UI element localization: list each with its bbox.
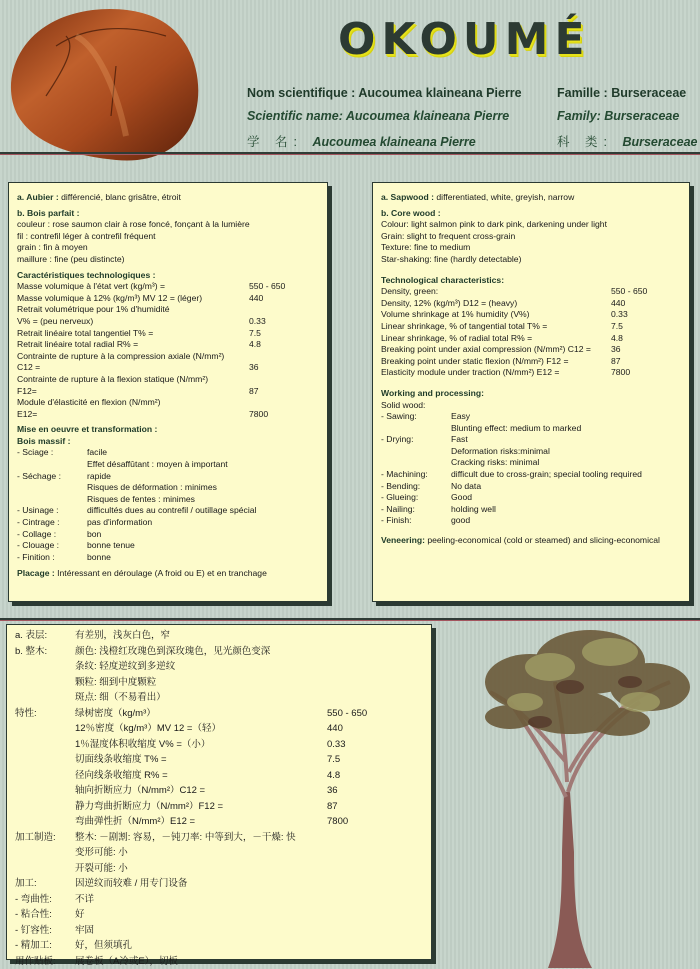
panel-english (372, 182, 690, 602)
scientific-name-cn (247, 132, 476, 150)
label: Retrait linéaire total tangentiel T% = (17, 328, 249, 340)
sapwood-line (17, 192, 319, 204)
veneer-line (17, 568, 319, 580)
number: 36 (327, 783, 423, 799)
value: 440 (611, 298, 681, 310)
value: Effet désaffûtant : moyen à important (87, 459, 319, 471)
process-row (17, 552, 319, 564)
number (327, 830, 423, 846)
cn-row (15, 690, 423, 706)
value: 7.5 (249, 328, 319, 340)
label: Scientific name: (247, 109, 343, 123)
value: 7800 (249, 409, 319, 421)
value: Risques de déformation : minimes (87, 482, 319, 494)
value: Aucoumea klaineana Pierre (312, 135, 475, 149)
value: rapide (87, 471, 319, 483)
cn-row (15, 876, 423, 892)
cn-row (15, 907, 423, 923)
value: différencié, blanc grisâtre, étroit (59, 192, 181, 202)
cn-row (15, 644, 423, 660)
value: 绿树密度（kg/m³） (75, 706, 327, 722)
value: 静力弯曲折断应力（N/mm²）F12 = (75, 799, 327, 815)
label: Density, green: (381, 286, 611, 298)
number (327, 690, 423, 706)
value: 切面线条收缩度 T% = (75, 752, 327, 768)
label: a. 表层: (15, 628, 75, 644)
value: 12％密度（kg/m³）MV 12 =（轻） (75, 721, 327, 737)
label: - Usinage : (17, 505, 87, 517)
value: No data (451, 481, 681, 493)
label (15, 845, 75, 861)
text-line: Grain: slight to frequent cross-grain (381, 231, 681, 243)
value: difficult due to cross-grain; special tooling required (451, 469, 681, 481)
value: bonne (87, 552, 319, 564)
number (327, 861, 423, 877)
tech-row (17, 409, 319, 421)
cn-row (15, 814, 423, 830)
subheading: Bois massif : (17, 436, 319, 448)
label: Linear shrinkage, % of radial total R% = (381, 333, 611, 345)
tech-row (17, 328, 319, 340)
tech-row (381, 344, 681, 356)
label: 加工制造: (15, 830, 75, 846)
process-row (381, 515, 681, 527)
label: V% = (peu nerveux) (17, 316, 249, 328)
cn-row (15, 783, 423, 799)
tech-row (381, 298, 681, 310)
value: 87 (249, 386, 319, 398)
scientific-name-fr (247, 86, 522, 100)
cn-row (15, 892, 423, 908)
label: - Machining: (381, 469, 451, 481)
text-line: Texture: fine to medium (381, 242, 681, 254)
panel-chinese (6, 624, 432, 960)
cn-row (15, 799, 423, 815)
value: 条纹: 轻度逆纹到多逆纹 (75, 659, 327, 675)
label: Breaking point under axial compression (N/mm²) C12 = (381, 344, 611, 356)
number (327, 628, 423, 644)
value: 开裂可能: 小 (75, 861, 327, 877)
process-row (381, 469, 681, 481)
tech-row (17, 386, 319, 398)
value: 变形可能: 小 (75, 845, 327, 861)
label (15, 768, 75, 784)
process-row (17, 459, 319, 471)
tech-row (17, 281, 319, 293)
label: Masse volumique à 12% (kg/m³) MV 12 = (léger) (17, 293, 249, 305)
text-line: maillure : fine (peu distincte) (17, 254, 319, 266)
label (17, 459, 87, 471)
value: 550 - 650 (249, 281, 319, 293)
process-row (381, 423, 681, 435)
value: facile (87, 447, 319, 459)
label: Nom scientifique : (247, 86, 355, 100)
value: 展卷板（A冷或E），切板 (75, 954, 327, 969)
value: Deformation risks:minimal (451, 446, 681, 458)
process-row (381, 411, 681, 423)
tech-row (17, 304, 319, 316)
label: - Drying: (381, 434, 451, 446)
label: - Sawing: (381, 411, 451, 423)
tech-row (381, 367, 681, 379)
label: 学 名: (247, 135, 303, 149)
value: 87 (611, 356, 681, 368)
value: 4.8 (249, 339, 319, 351)
tech-row (17, 397, 319, 409)
label: - 弯曲性: (15, 892, 75, 908)
number (327, 938, 423, 954)
cn-row (15, 830, 423, 846)
text-line: grain : fin à moyen (17, 242, 319, 254)
label: Masse volumique à l'état vert (kg/m³) = (17, 281, 249, 293)
label (15, 783, 75, 799)
family-cn (557, 132, 698, 150)
number (327, 923, 423, 939)
label: Veneering: (381, 535, 425, 545)
label: Density, 12% (kg/m³) D12 = (heavy) (381, 298, 611, 310)
spacer (381, 266, 681, 271)
value: 斑点: 细（不易看出） (75, 690, 327, 706)
label: - Finish: (381, 515, 451, 527)
label: Retrait linéaire total radial R% = (17, 339, 249, 351)
value (249, 304, 319, 316)
value: bonne tenue (87, 540, 319, 552)
number (327, 892, 423, 908)
number (327, 644, 423, 660)
tree-illustration (470, 612, 700, 968)
label: Linear shrinkage, % of tangential total T% = (381, 321, 611, 333)
cn-row (15, 845, 423, 861)
label: Contrainte de rupture à la compression axiale (N/mm²) (17, 351, 249, 363)
label (381, 446, 451, 458)
label: 用作贴板: (15, 954, 75, 969)
process-row (381, 504, 681, 516)
number: 7800 (327, 814, 423, 830)
page-title: OKOUMÉ (338, 14, 591, 65)
value: 440 (249, 293, 319, 305)
label (15, 721, 75, 737)
divider (0, 152, 700, 154)
label: Placage : (17, 568, 55, 578)
value: 弯曲弹性折（N/mm²）E12 = (75, 814, 327, 830)
value: 牢固 (75, 923, 327, 939)
process-row (17, 482, 319, 494)
label: - Finition : (17, 552, 87, 564)
label: Module d'élasticité en flexion (N/mm²) (17, 397, 249, 409)
value: Fast (451, 434, 681, 446)
label (15, 659, 75, 675)
value: 550 - 650 (611, 286, 681, 298)
value: 好 (75, 907, 327, 923)
tech-row (381, 356, 681, 368)
number: 4.8 (327, 768, 423, 784)
cn-row (15, 938, 423, 954)
label: - 粘合性: (15, 907, 75, 923)
process-row (17, 505, 319, 517)
tech-row (17, 374, 319, 386)
process-row (17, 540, 319, 552)
process-row (17, 494, 319, 506)
spacer (381, 379, 681, 384)
value: Aucoumea klaineana Pierre (358, 86, 521, 100)
process-row (381, 434, 681, 446)
tech-row (17, 362, 319, 374)
heading: Mise en oeuvre et transformation : (17, 424, 319, 436)
label: b. 整木: (15, 644, 75, 660)
process-row (381, 492, 681, 504)
value: 0.33 (611, 309, 681, 321)
number: 440 (327, 721, 423, 737)
tech-row (381, 333, 681, 345)
label: - Bending: (381, 481, 451, 493)
label: - Nailing: (381, 504, 451, 516)
value (249, 351, 319, 363)
number: 0.33 (327, 737, 423, 753)
label: - Séchage : (17, 471, 87, 483)
label: - 精加工: (15, 938, 75, 954)
value: 不详 (75, 892, 327, 908)
value: 颜色: 浅橙红玫瑰色到深玫瑰色，见光颜色变深 (75, 644, 327, 660)
label (17, 494, 87, 506)
value: 好，但须填孔 (75, 938, 327, 954)
label: - Cintrage : (17, 517, 87, 529)
label: Famille : (557, 86, 608, 100)
tech-row (17, 351, 319, 363)
value: 0.33 (249, 316, 319, 328)
value: Blunting effect: medium to marked (451, 423, 681, 435)
label: C12 = (17, 362, 249, 374)
value: holding well (451, 504, 681, 516)
cn-row (15, 628, 423, 644)
process-row (381, 481, 681, 493)
label (381, 423, 451, 435)
value: 36 (249, 362, 319, 374)
process-row (17, 447, 319, 459)
label (15, 737, 75, 753)
value: Risques de fentes : minimes (87, 494, 319, 506)
value: bon (87, 529, 319, 541)
value (249, 374, 319, 386)
label: Contrainte de rupture à la flexion statique (N/mm²) (17, 374, 249, 386)
label: Retrait volumétrique pour 1% d'humidité (17, 304, 249, 316)
text-line: fil : contrefil léger à contrefil fréquent (17, 231, 319, 243)
number (327, 954, 423, 969)
label (17, 482, 87, 494)
heading: Working and processing: (381, 388, 681, 400)
value: 轴向折断应力（N/mm²）C12 = (75, 783, 327, 799)
cn-row (15, 706, 423, 722)
family-fr (557, 86, 686, 100)
value: Intéressant en déroulage (A froid ou E) et en tranchage (55, 568, 267, 578)
number: 7.5 (327, 752, 423, 768)
label (15, 752, 75, 768)
value: 径向线条收缩度 R% = (75, 768, 327, 784)
value: Aucoumea klaineana Pierre (346, 109, 509, 123)
wood-sample-image (6, 6, 202, 162)
label: a. Aubier : (17, 192, 59, 202)
cn-row (15, 923, 423, 939)
label: Family: (557, 109, 601, 123)
value: Burseraceae (604, 109, 679, 123)
number: 550 - 650 (327, 706, 423, 722)
number (327, 876, 423, 892)
value: good (451, 515, 681, 527)
value: 36 (611, 344, 681, 356)
cn-row (15, 737, 423, 753)
label: 加工: (15, 876, 75, 892)
label: - 钉容性: (15, 923, 75, 939)
process-row (17, 529, 319, 541)
value: Cracking risks: minimal (451, 457, 681, 469)
tech-row (17, 316, 319, 328)
tech-row (381, 286, 681, 298)
label (15, 814, 75, 830)
number: 87 (327, 799, 423, 815)
heading: b. Core wood : (381, 208, 681, 220)
number (327, 907, 423, 923)
value (249, 397, 319, 409)
value: 7.5 (611, 321, 681, 333)
cn-row (15, 721, 423, 737)
value: Burseraceae (611, 86, 686, 100)
label: 科 类: (557, 135, 613, 149)
label: Breaking point under static flexion (N/mm²) F12 = (381, 356, 611, 368)
label (381, 457, 451, 469)
label: Volume shrinkage at 1% humidity (V%) (381, 309, 611, 321)
value: 整木: －剧割: 容易，－钝刀率: 中等到大，－干燥: 快 (75, 830, 327, 846)
label: F12= (17, 386, 249, 398)
veneer-line (381, 535, 681, 547)
scientific-name-en (247, 109, 509, 123)
value: 有差别，浅灰白色，窄 (75, 628, 327, 644)
value: Good (451, 492, 681, 504)
tech-row (381, 321, 681, 333)
number (327, 675, 423, 691)
value: pas d'information (87, 517, 319, 529)
cn-row (15, 954, 423, 969)
text-line: Star-shaking: fine (hardly detectable) (381, 254, 681, 266)
text-line: Colour: light salmon pink to dark pink, darkening under light (381, 219, 681, 231)
process-row (17, 517, 319, 529)
process-row (381, 446, 681, 458)
number (327, 659, 423, 675)
value: differentiated, white, greyish, narrow (434, 192, 574, 202)
tech-row (17, 293, 319, 305)
label: Elasticity module under traction (N/mm²) E12 = (381, 367, 611, 379)
value: 因逆纹而较难 / 用专门设备 (75, 876, 327, 892)
heading: Technological characteristics: (381, 275, 681, 287)
cn-row (15, 752, 423, 768)
subheading: Solid wood: (381, 400, 681, 412)
cn-row (15, 659, 423, 675)
label: - Clouage : (17, 540, 87, 552)
cn-row (15, 861, 423, 877)
value: peeling-economical (cold or steamed) and slicing-economical (425, 535, 660, 545)
family-en (557, 109, 679, 123)
panel-french (8, 182, 328, 602)
cn-row (15, 675, 423, 691)
process-row (17, 471, 319, 483)
label: - Sciage : (17, 447, 87, 459)
label: a. Sapwood : (381, 192, 434, 202)
sapwood-line (381, 192, 681, 204)
value: difficultés dues au contrefil / outillage spécial (87, 505, 319, 517)
value: 1％湿度体积收缩度 V% =（小） (75, 737, 327, 753)
value: Easy (451, 411, 681, 423)
value: 7800 (611, 367, 681, 379)
label (15, 690, 75, 706)
label (15, 861, 75, 877)
heading: Caractéristiques technologiques : (17, 270, 319, 282)
label: - Glueing: (381, 492, 451, 504)
tech-row (381, 309, 681, 321)
value: Burseraceae (622, 135, 697, 149)
number (327, 845, 423, 861)
value: 颗粒: 细到中度颗粒 (75, 675, 327, 691)
text-line: couleur : rose saumon clair à rose foncé, fonçant à la lumière (17, 219, 319, 231)
tech-row (17, 339, 319, 351)
cn-row (15, 768, 423, 784)
label (15, 799, 75, 815)
process-row (381, 457, 681, 469)
label: E12= (17, 409, 249, 421)
heading: b. Bois parfait : (17, 208, 319, 220)
label (15, 675, 75, 691)
value: 4.8 (611, 333, 681, 345)
label: - Collage : (17, 529, 87, 541)
label: 特性: (15, 706, 75, 722)
